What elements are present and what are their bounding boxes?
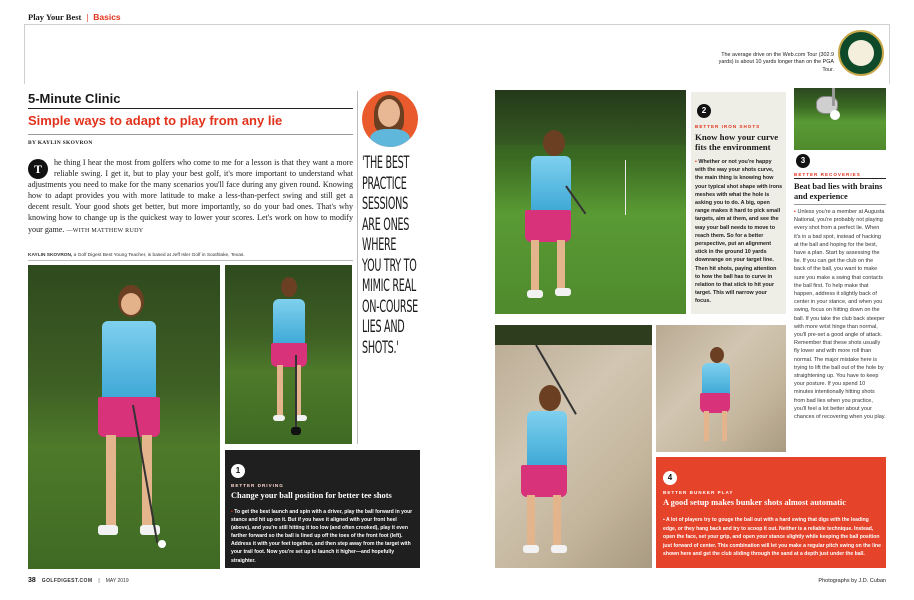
tip-text: ▪ A lot of players try to gouge the ball out with a hard swing that digs with the leading edge, or they hang back and try to scoop it out. Neither is a reliable technique. Instead, open the face, set your grip, and open your stance slightly while keeping the ball position just forward of center. This combination will let you make a regular pitch swing on the line shown here and get the club sliding through the sand at a depth just under the ball. xyxy=(663,517,881,557)
tip-kicker: BETTER BUNKER PLAY xyxy=(663,490,734,495)
header-separator: | xyxy=(86,12,89,22)
article-kicker: 5-Minute Clinic xyxy=(28,91,121,106)
author-caption xyxy=(28,253,353,258)
alignment-stick xyxy=(625,160,626,215)
site-name: GOLFDIGEST.COM xyxy=(41,577,93,584)
tip-card-2 xyxy=(691,92,786,314)
page-footer xyxy=(28,577,129,584)
tip-title: Beat bad lies with brains and experience xyxy=(794,182,883,201)
article-headline: Simple ways to adapt to play from any lie xyxy=(28,113,283,128)
photo-bad-lie xyxy=(794,88,886,150)
photo-iron-shot xyxy=(495,90,686,314)
divider xyxy=(28,260,353,261)
tip-text: ▪ Whether or not you're happy with the way your shots curve, the main thing is knowing how your typical shot shape with irons meshes with what the hole is asking you to do. A big, open range makes it hard to pick small targets, aim at them, and see the way your ball needs to move to reach them. So for a better perspective, put an alignment stick in the ground 10 yards downrange on your target line. Then hit shots, paying attention to how the ball has to curve in relation to that stick to hit your target. This will narrow your focus. xyxy=(695,159,783,305)
divider xyxy=(28,134,353,135)
tip-title: A good setup makes bunker shots almost automatic xyxy=(663,498,846,507)
tip-number-badge: 4 xyxy=(663,471,677,485)
photo-bunker-swing xyxy=(495,325,652,568)
subsection-label: Basics xyxy=(93,12,121,22)
article-body xyxy=(28,157,353,237)
caption-name: KAYLIN SKOVRON, xyxy=(28,253,73,258)
section-label: Play Your Best xyxy=(28,12,82,22)
tip-text: ▪ To get the best launch and spin with a driver, play the ball forward in your stance and hit up on it. But if you have it aligned with your front heel (above), and you're still hitting it too low (and often crooked), play it even farther forward so the ball is lined up off the toes of the front foot (left). Address it with your feet together, and then step away from the target with your trail foot. Now you're set up to launch it higher—and hopefully straighter. xyxy=(231,509,413,564)
author-portrait xyxy=(362,91,418,147)
tip-title: Change your ball position for better tee shots xyxy=(231,491,392,500)
photo-credit: Photographs by J.D. Cuban xyxy=(818,578,886,584)
tour-badge-icon xyxy=(838,30,884,76)
tip-kicker: BETTER RECOVERIES xyxy=(794,172,861,177)
page-number: 38 xyxy=(28,577,36,584)
tip-kicker: BETTER IRON SHOTS xyxy=(695,124,761,129)
caption-text: a Golf Digest Best Young Teacher, is based at Jeff Isler Golf in Southlake, Texas. xyxy=(72,253,245,258)
photo-bunker-setup xyxy=(656,325,786,452)
tip-kicker: BETTER DRIVING xyxy=(231,483,284,488)
divider xyxy=(28,108,353,109)
photo-driver-setup-small xyxy=(225,265,352,444)
tip-title: Know how your curve fits the environment xyxy=(695,132,779,152)
writer-credit: —WITH MATTHEW RUDY xyxy=(66,227,144,234)
fact-note: The average drive on the Web.com Tour (302.9 yards) is about 10 yards longer than on the PGA Tour. xyxy=(718,52,834,73)
tip-card-1 xyxy=(225,450,420,568)
issue-date: MAY 2019 xyxy=(105,577,129,584)
tip-number-badge: 3 xyxy=(796,154,810,168)
footer-separator: | xyxy=(98,577,100,584)
column-divider xyxy=(357,91,358,444)
tip-number-badge: 1 xyxy=(231,464,245,478)
photo-driver-setup-large xyxy=(28,265,220,569)
byline: BY KAYLIN SKOVRON xyxy=(28,140,93,146)
tip-text: ▪ Unless you're a member at Augusta National, you're probably not playing every shot from a perfect lie. When it's in a bad spot, instead of hacking at the ball and hoping for the best, have a plan. Start by assessing the lie. If you can get the club on the back of the ball, you want to make sure you make a swing that contacts the ball first. To help make that happen, address it slightly back of center in your stance, and when you swing, focus on hitting down on the ball. If you take the club back steeper with more wrist hinge than normal, you'll pre-set a good angle of attack. Remember that these shots usually fly lower and with more roll than normal. The major mistake here is trying to lift the ball out of the hole by straightening up. You have to keep your posture. If you spend 10 minutes intentionally hitting shots from bad lies when you practice, you'll feel a lot better about your chances of recovering when you play. xyxy=(794,209,886,421)
pull-quote: 'THE BEST PRACTICE SESSIONS ARE ONES WHERE YOU TRY TO MIMIC REAL ON-COURSE LIES AND SHOTS.' xyxy=(362,153,418,358)
tip-card-4 xyxy=(656,457,886,568)
body-text: he thing I hear the most from golfers who come to me for a lesson is that they want a more reliable swing. I get it, but to play your best golf, it's more important to understand what adjustments you need to make for the many scenarios you'll face during any given round. Knowing how to adapt provides you with more latitude to make a less-than-perfect swing and still get a decent result. Your good shots get better, but more importantly, so do your bad ones. That's why knowing how to change up is the quickest way to lower your scores. Let's work on how to modify your game. xyxy=(28,158,353,234)
tip-number-badge: 2 xyxy=(697,104,711,118)
dropcap: T xyxy=(28,159,48,179)
section-header xyxy=(28,12,121,22)
